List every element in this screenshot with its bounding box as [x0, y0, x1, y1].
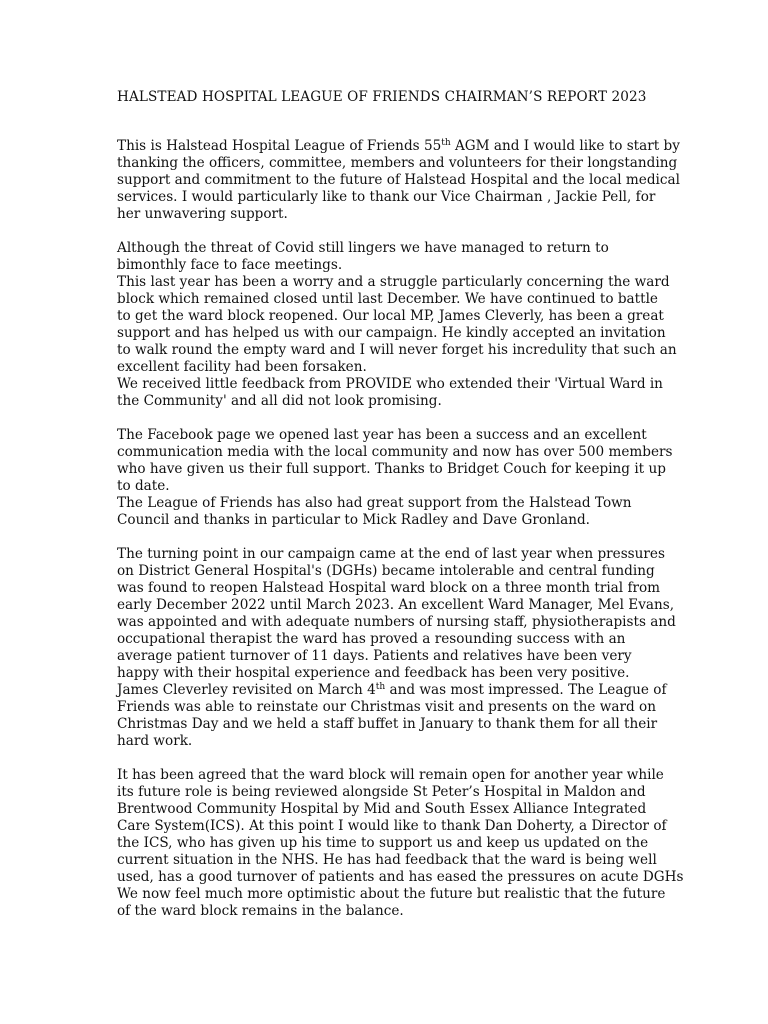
text-line: thanking the officers, committee, members and volunteers for their longstanding	[117, 155, 678, 171]
text-line: James Cleverley revisited on March 4th and was most impressed. The League of	[117, 682, 667, 698]
text-line: early December 2022 until March 2023. An excellent Ward Manager, Mel Evans,	[117, 597, 675, 613]
text-line: Council and thanks in particular to Mick Radley and Dave Gronland.	[117, 512, 591, 528]
superscript: th	[375, 682, 386, 692]
paragraph-turning-point	[117, 546, 676, 750]
text-line: Brentwood Community Hospital by Mid and South Essex Alliance Integrated	[117, 801, 647, 817]
text-line: Friends was able to reinstate our Christmas visit and presents on the ward on	[117, 699, 656, 715]
paragraph-gap	[117, 529, 662, 546]
text-line: The Facebook page we opened last year has been a success and an excellent	[117, 427, 647, 443]
text-line: of the ward block remains in the balance.	[117, 903, 404, 919]
paragraph-gap	[117, 223, 662, 240]
text-line: This last year has been a worry and a struggle particularly concerning the ward	[117, 274, 670, 290]
text-line: The turning point in our campaign came at the end of last year when pressures	[117, 546, 665, 562]
paragraph-gap	[117, 410, 662, 427]
text-line: on District General Hospital's (DGHs) became intolerable and central funding	[117, 563, 655, 579]
text-line: Christmas Day and we held a staff buffet in January to thank them for all their	[117, 716, 658, 732]
text-line: communication media with the local community and now has over 500 members	[117, 444, 673, 460]
paragraph-future	[117, 767, 684, 920]
paragraph-intro	[117, 138, 680, 223]
text-line: the ICS, who has given up his time to support us and keep us updated on the	[117, 835, 649, 851]
text-line: the Community' and all did not look promising.	[117, 393, 442, 409]
text-line: to date.	[117, 478, 170, 494]
text-line: to get the ward block reopened. Our local MP, James Cleverly, has been a great	[117, 308, 664, 324]
text-line: current situation in the NHS. He has had feedback that the ward is being well	[117, 852, 657, 868]
text-line: It has been agreed that the ward block will remain open for another year while	[117, 767, 664, 783]
text-line: was appointed and with adequate numbers of nursing staff, physiotherapists and	[117, 614, 676, 630]
text-line: This is Halstead Hospital League of Friends 55th AGM and I would like to start by	[117, 138, 680, 154]
text-line: who have given us their full support. Thanks to Bridget Couch for keeping it up	[117, 461, 666, 477]
text-line: was found to reopen Halstead Hospital ward block on a three month trial from	[117, 580, 661, 596]
text-line: We now feel much more optimistic about the future but realistic that the future	[117, 886, 666, 902]
text-line: to walk round the empty ward and I will never forget his incredulity that such an	[117, 342, 677, 358]
text-line: Although the threat of Covid still lingers we have managed to return to	[117, 240, 609, 256]
paragraph-gap	[117, 750, 662, 767]
text-line: services. I would particularly like to thank our Vice Chairman , Jackie Pell, for	[117, 189, 656, 205]
text-line: happy with their hospital experience and feedback has been very positive.	[117, 665, 630, 681]
text-line: Care System(ICS). At this point I would like to thank Dan Doherty, a Director of	[117, 818, 667, 834]
text-line: used, has a good turnover of patients and has eased the pressures on acute DGHs	[117, 869, 684, 885]
text-line: average patient turnover of 11 days. Patients and relatives have been very	[117, 648, 632, 664]
text-line: support and commitment to the future of Halstead Hospital and the local medical	[117, 172, 680, 188]
text-line: hard work.	[117, 733, 193, 749]
text-line: block which remained closed until last December. We have continued to battle	[117, 291, 658, 307]
text-line: bimonthly face to face meetings.	[117, 257, 343, 273]
superscript: th	[441, 138, 451, 148]
text-line: excellent facility had been forsaken.	[117, 359, 367, 375]
report-body	[117, 138, 684, 920]
text-line: support and has helped us with our campaign. He kindly accepted an invitation	[117, 325, 666, 341]
text-line: its future role is being reviewed alongside St Peter’s Hospital in Maldon and	[117, 784, 646, 800]
report-title: HALSTEAD HOSPITAL LEAGUE OF FRIENDS CHAIRMAN’S REPORT 2023	[117, 89, 647, 105]
paragraph-covid-ward	[117, 240, 677, 410]
text-line: The League of Friends has also had great support from the Halstead Town	[117, 495, 632, 511]
text-line: her unwavering support.	[117, 206, 288, 222]
text-line: occupational therapist the ward has proved a resounding success with an	[117, 631, 626, 647]
paragraph-facebook	[117, 427, 673, 529]
text-line: We received little feedback from PROVIDE who extended their 'Virtual Ward in	[117, 376, 663, 392]
